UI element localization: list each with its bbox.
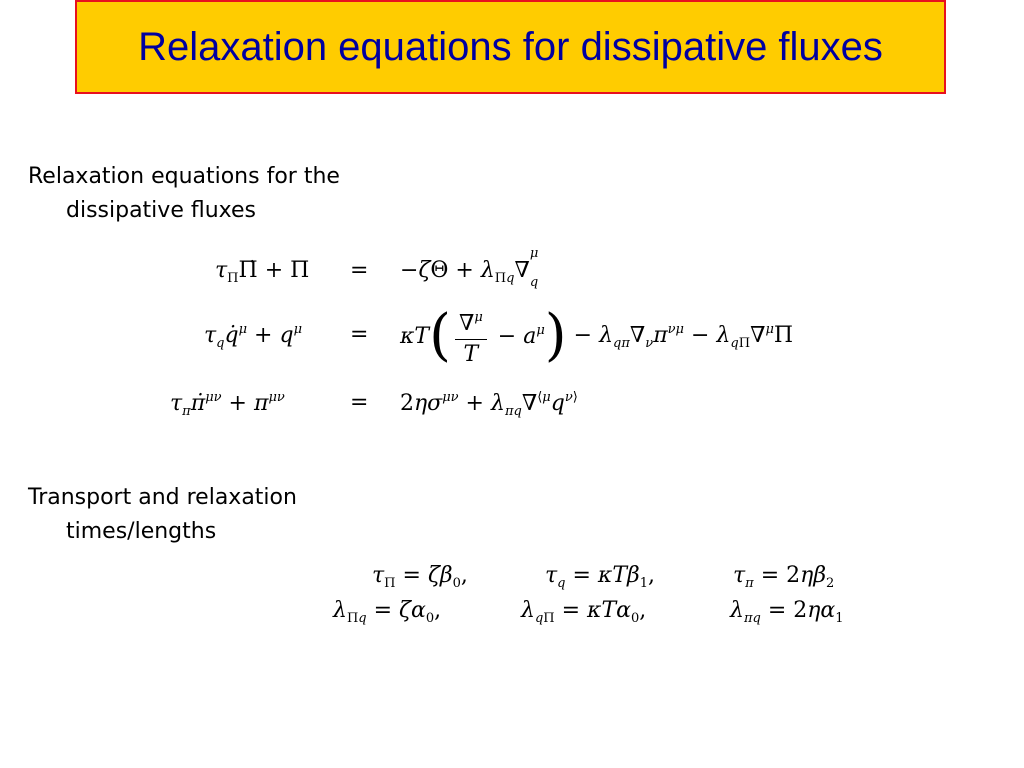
bullet-relaxation <box>28 160 340 228</box>
equation-rhs-3: $2\eta\sigma^{\mu\nu} + \lambda_{\pi q}\nabla^{⟨\mu}q^{\nu⟩}$ <box>400 390 578 419</box>
equals-sign: = <box>350 258 369 283</box>
transport-lambda-pi-q: $\lambda_{\Pi q} = \zeta\alpha_0$, <box>333 598 442 626</box>
transport-lambda-piq: $\lambda_{\pi q} = 2\eta\alpha_1$ <box>730 598 844 626</box>
equation-row-2: $\tau_qq̇^\mu + q^\mu$ <box>204 322 303 351</box>
equation-rhs-1: $-\zeta\Theta + \lambda_{\Pi q}\nabla$ μ $_q$ <box>400 246 539 290</box>
bullet-line: times/lengths <box>66 519 217 544</box>
transport-tau-pi-shear: $\tau_\pi = 2\eta\beta_2$ <box>733 563 835 591</box>
title-box <box>75 0 946 94</box>
transport-lambda-q-pi: $\lambda_{q\Pi} = \kappa T\alpha_0$, <box>521 598 647 626</box>
equation-row-3: $\tau_\pi\pi̇^{\mu\nu} + \pi^{\mu\nu}$ <box>170 390 285 419</box>
transport-tau-q: $\tau_q = \kappa T\beta_1$, <box>545 563 656 591</box>
equation-rhs-2: κT ( $\frac{\nabla^\mu}{T}$ − $a^\mu$ ) − $\lambda_{q\pi}\nabla_\nu\pi^{\nu\mu} - \lambda_{q\Pi}\nabla^\mu\Pi$ <box>400 303 794 368</box>
transport-tau-pi: $\tau_\Pi = \zeta\beta_0$, <box>372 563 468 591</box>
bullet-transport <box>28 481 297 549</box>
equals-sign: = <box>350 322 369 347</box>
bullet-line: Relaxation equations for the <box>28 164 340 189</box>
equation-row-1: $\tau_\Pi\Pi̇ + \Pi$ <box>215 258 310 286</box>
bullet-line: dissipative fluxes <box>66 198 256 223</box>
slide-title: Relaxation equations for dissipative fluxes <box>138 24 883 69</box>
equals-sign: = <box>350 390 369 415</box>
bullet-line: Transport and relaxation <box>28 485 297 510</box>
